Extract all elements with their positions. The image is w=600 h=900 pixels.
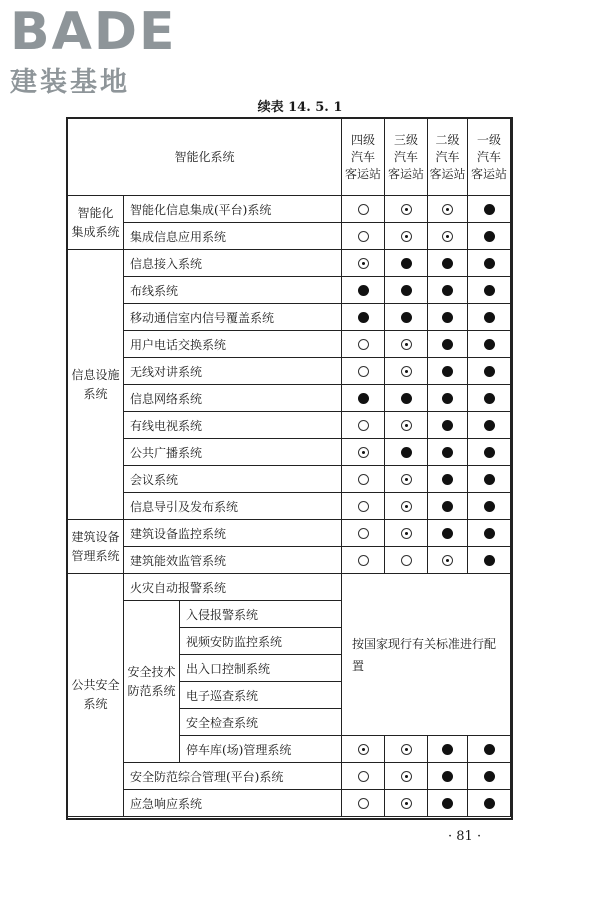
level-3-cell bbox=[385, 439, 428, 466]
level-1-cell bbox=[468, 466, 511, 493]
level-3-cell bbox=[385, 547, 428, 574]
level-4-cell bbox=[342, 358, 385, 385]
mark-dot-icon bbox=[401, 204, 412, 215]
level-4-cell bbox=[342, 439, 385, 466]
mark-empty-icon bbox=[358, 798, 369, 809]
table-row bbox=[68, 520, 511, 547]
group-integration bbox=[68, 196, 124, 250]
level-1-cell bbox=[468, 385, 511, 412]
table-row bbox=[68, 574, 511, 601]
mark-full-icon bbox=[484, 393, 495, 404]
standard-note: 按国家现行有关标准进行配置 bbox=[342, 574, 511, 736]
table-row bbox=[68, 250, 511, 277]
mark-empty-icon bbox=[358, 555, 369, 566]
level-1-cell bbox=[468, 790, 511, 817]
mark-full-icon bbox=[442, 420, 453, 431]
level-4-cell bbox=[342, 385, 385, 412]
mark-full-icon bbox=[484, 312, 495, 323]
level-2-cell bbox=[428, 736, 468, 763]
level-4-cell bbox=[342, 196, 385, 223]
group-security bbox=[68, 574, 124, 817]
mark-dot-icon bbox=[401, 798, 412, 809]
level-4-cell bbox=[342, 790, 385, 817]
group-building-line: 管理系统 bbox=[71, 548, 120, 563]
mark-dot-icon bbox=[358, 447, 369, 458]
table-header-row bbox=[68, 119, 511, 196]
mark-full-icon bbox=[484, 771, 495, 782]
level-2-cell bbox=[428, 790, 468, 817]
group-infra bbox=[68, 250, 124, 520]
level-2-cell bbox=[428, 547, 468, 574]
mark-dot-icon bbox=[401, 501, 412, 512]
table-row bbox=[68, 547, 511, 574]
table-row bbox=[68, 412, 511, 439]
level-4-cell bbox=[342, 331, 385, 358]
level-2-cell bbox=[428, 412, 468, 439]
level-1-cell bbox=[468, 412, 511, 439]
level-4-cell bbox=[342, 547, 385, 574]
table-row bbox=[68, 439, 511, 466]
watermark-brand: BADE bbox=[10, 2, 177, 62]
mark-full-icon bbox=[401, 285, 412, 296]
level-4-cell bbox=[342, 736, 385, 763]
level-4-cell bbox=[342, 493, 385, 520]
table-row bbox=[68, 223, 511, 250]
level-3-cell bbox=[385, 412, 428, 439]
level-3-cell bbox=[385, 790, 428, 817]
mark-dot-icon bbox=[358, 744, 369, 755]
mark-dot-icon bbox=[401, 366, 412, 377]
table-row bbox=[68, 385, 511, 412]
mark-full-icon bbox=[484, 420, 495, 431]
mark-empty-icon bbox=[358, 474, 369, 485]
mark-dot-icon bbox=[442, 555, 453, 566]
level-2-cell bbox=[428, 466, 468, 493]
level-3-cell bbox=[385, 223, 428, 250]
mark-full-icon bbox=[442, 393, 453, 404]
mark-full-icon bbox=[484, 798, 495, 809]
mark-full-icon bbox=[442, 744, 453, 755]
level-4-cell bbox=[342, 277, 385, 304]
mark-full-icon bbox=[484, 204, 495, 215]
level-2-cell bbox=[428, 520, 468, 547]
mark-full-icon bbox=[401, 312, 412, 323]
table-row bbox=[68, 493, 511, 520]
mark-empty-icon bbox=[358, 420, 369, 431]
level-1-cell bbox=[468, 196, 511, 223]
level-1-cell bbox=[468, 763, 511, 790]
group-security_tech-line: 防范系统 bbox=[127, 683, 176, 698]
spec-table bbox=[67, 118, 511, 817]
group-security_tech-line: 安全技术 bbox=[127, 664, 176, 679]
level-4-cell bbox=[342, 763, 385, 790]
system-name: 建筑能效监管系统 bbox=[124, 547, 342, 574]
group-security-line: 公共安全 bbox=[71, 678, 120, 692]
table-row bbox=[68, 466, 511, 493]
mark-full-icon bbox=[484, 555, 495, 566]
group-integration-line: 集成系统 bbox=[71, 224, 120, 239]
mark-empty-icon bbox=[358, 204, 369, 215]
system-name: 入侵报警系统 bbox=[180, 601, 342, 628]
mark-dot-icon bbox=[442, 231, 453, 242]
mark-dot-icon bbox=[401, 339, 412, 350]
level-2-cell bbox=[428, 304, 468, 331]
system-name: 集成信息应用系统 bbox=[124, 223, 342, 250]
mark-full-icon bbox=[442, 528, 453, 539]
mark-dot-icon bbox=[401, 744, 412, 755]
level-1-cell bbox=[468, 520, 511, 547]
level-4-cell bbox=[342, 250, 385, 277]
mark-full-icon bbox=[484, 285, 495, 296]
table-row bbox=[68, 790, 511, 817]
system-name: 布线系统 bbox=[124, 277, 342, 304]
mark-full-icon bbox=[442, 447, 453, 458]
level-3-cell bbox=[385, 196, 428, 223]
header-system: 智能化系统 bbox=[68, 119, 342, 196]
header-level-line: 客运站 bbox=[388, 166, 425, 181]
header-level-line: 汽车 bbox=[435, 149, 460, 164]
header-level-1 bbox=[468, 119, 511, 196]
level-3-cell bbox=[385, 466, 428, 493]
system-name: 安全防范综合管理(平台)系统 bbox=[124, 763, 342, 790]
mark-full-icon bbox=[442, 366, 453, 377]
level-3-cell bbox=[385, 736, 428, 763]
header-level-line: 一级 bbox=[477, 132, 502, 147]
group-infra-line: 信息设施 bbox=[71, 367, 120, 382]
mark-full-icon bbox=[484, 231, 495, 242]
system-name: 安全检查系统 bbox=[180, 709, 342, 736]
mark-full-icon bbox=[442, 771, 453, 782]
group-building bbox=[68, 520, 124, 574]
system-name: 火灾自动报警系统 bbox=[124, 574, 342, 601]
system-name: 用户电话交换系统 bbox=[124, 331, 342, 358]
mark-full-icon bbox=[358, 285, 369, 296]
level-4-cell bbox=[342, 466, 385, 493]
system-name: 视频安防监控系统 bbox=[180, 628, 342, 655]
level-3-cell bbox=[385, 331, 428, 358]
system-name: 无线对讲系统 bbox=[124, 358, 342, 385]
header-level-line: 客运站 bbox=[345, 166, 382, 181]
table-row bbox=[68, 331, 511, 358]
system-name: 公共广播系统 bbox=[124, 439, 342, 466]
mark-full-icon bbox=[442, 312, 453, 323]
level-2-cell bbox=[428, 385, 468, 412]
level-1-cell bbox=[468, 223, 511, 250]
mark-full-icon bbox=[442, 339, 453, 350]
mark-full-icon bbox=[484, 744, 495, 755]
level-3-cell bbox=[385, 250, 428, 277]
mark-full-icon bbox=[401, 393, 412, 404]
level-1-cell bbox=[468, 736, 511, 763]
table-row bbox=[68, 277, 511, 304]
level-3-cell bbox=[385, 277, 428, 304]
mark-dot-icon bbox=[401, 474, 412, 485]
table-row bbox=[68, 304, 511, 331]
mark-dot-icon bbox=[442, 204, 453, 215]
header-level-line: 汽车 bbox=[394, 149, 419, 164]
level-1-cell bbox=[468, 331, 511, 358]
mark-dot-icon bbox=[401, 528, 412, 539]
level-3-cell bbox=[385, 520, 428, 547]
mark-full-icon bbox=[401, 258, 412, 269]
mark-full-icon bbox=[358, 393, 369, 404]
table-caption: 续表 14. 5. 1 bbox=[257, 100, 343, 115]
system-name: 出入口控制系统 bbox=[180, 655, 342, 682]
level-4-cell bbox=[342, 223, 385, 250]
header-level-line: 二级 bbox=[435, 132, 460, 147]
mark-full-icon bbox=[442, 474, 453, 485]
level-1-cell bbox=[468, 547, 511, 574]
mark-dot-icon bbox=[401, 231, 412, 242]
group-security-line: 系统 bbox=[83, 697, 108, 711]
mark-empty-icon bbox=[358, 771, 369, 782]
level-2-cell bbox=[428, 358, 468, 385]
level-2-cell bbox=[428, 250, 468, 277]
level-1-cell bbox=[468, 439, 511, 466]
mark-full-icon bbox=[442, 798, 453, 809]
mark-full-icon bbox=[484, 258, 495, 269]
level-2-cell bbox=[428, 439, 468, 466]
group-security_tech bbox=[124, 601, 180, 763]
level-3-cell bbox=[385, 493, 428, 520]
level-1-cell bbox=[468, 493, 511, 520]
level-2-cell bbox=[428, 763, 468, 790]
system-name: 信息接入系统 bbox=[124, 250, 342, 277]
table-row bbox=[68, 358, 511, 385]
level-4-cell bbox=[342, 520, 385, 547]
header-level-4 bbox=[342, 119, 385, 196]
mark-empty-icon bbox=[358, 339, 369, 350]
table-row bbox=[68, 763, 511, 790]
system-name: 电子巡查系统 bbox=[180, 682, 342, 709]
level-3-cell bbox=[385, 358, 428, 385]
level-3-cell bbox=[385, 385, 428, 412]
mark-full-icon bbox=[484, 528, 495, 539]
system-name: 信息导引及发布系统 bbox=[124, 493, 342, 520]
mark-full-icon bbox=[484, 447, 495, 458]
level-3-cell bbox=[385, 763, 428, 790]
system-name: 应急响应系统 bbox=[124, 790, 342, 817]
watermark-subtitle: 建装基地 bbox=[10, 67, 130, 98]
mark-full-icon bbox=[442, 285, 453, 296]
header-level-line: 客运站 bbox=[471, 166, 508, 181]
group-integration-line: 智能化 bbox=[77, 205, 114, 220]
header-level-2 bbox=[428, 119, 468, 196]
level-4-cell bbox=[342, 412, 385, 439]
mark-full-icon bbox=[484, 366, 495, 377]
watermark-logo bbox=[10, 2, 180, 99]
level-1-cell bbox=[468, 250, 511, 277]
mark-full-icon bbox=[484, 339, 495, 350]
header-level-line: 三级 bbox=[394, 132, 419, 147]
level-1-cell bbox=[468, 277, 511, 304]
table-row bbox=[68, 196, 511, 223]
level-3-cell bbox=[385, 304, 428, 331]
level-4-cell bbox=[342, 304, 385, 331]
header-level-line: 客运站 bbox=[429, 166, 466, 181]
level-2-cell bbox=[428, 331, 468, 358]
level-2-cell bbox=[428, 223, 468, 250]
mark-dot-icon bbox=[401, 771, 412, 782]
mark-dot-icon bbox=[401, 420, 412, 431]
level-1-cell bbox=[468, 304, 511, 331]
system-name: 停车库(场)管理系统 bbox=[180, 736, 342, 763]
group-infra-line: 系统 bbox=[83, 386, 108, 401]
system-name: 移动通信室内信号覆盖系统 bbox=[124, 304, 342, 331]
level-2-cell bbox=[428, 493, 468, 520]
page-number: · 81 · bbox=[448, 829, 482, 844]
mark-full-icon bbox=[442, 258, 453, 269]
header-level-3 bbox=[385, 119, 428, 196]
mark-empty-icon bbox=[358, 528, 369, 539]
level-1-cell bbox=[468, 358, 511, 385]
mark-full-icon bbox=[442, 501, 453, 512]
level-2-cell bbox=[428, 196, 468, 223]
mark-full-icon bbox=[401, 447, 412, 458]
group-building-line: 建筑设备 bbox=[71, 529, 120, 544]
mark-empty-icon bbox=[358, 501, 369, 512]
system-name: 智能化信息集成(平台)系统 bbox=[124, 196, 342, 223]
mark-empty-icon bbox=[401, 555, 412, 566]
system-name: 会议系统 bbox=[124, 466, 342, 493]
header-level-line: 汽车 bbox=[477, 149, 502, 164]
system-name: 信息网络系统 bbox=[124, 385, 342, 412]
header-level-line: 汽车 bbox=[351, 149, 376, 164]
system-name: 建筑设备监控系统 bbox=[124, 520, 342, 547]
mark-full-icon bbox=[358, 312, 369, 323]
mark-full-icon bbox=[484, 501, 495, 512]
mark-empty-icon bbox=[358, 366, 369, 377]
header-level-line: 四级 bbox=[351, 132, 376, 147]
system-name: 有线电视系统 bbox=[124, 412, 342, 439]
level-2-cell bbox=[428, 277, 468, 304]
mark-full-icon bbox=[484, 474, 495, 485]
mark-dot-icon bbox=[358, 258, 369, 269]
mark-empty-icon bbox=[358, 231, 369, 242]
